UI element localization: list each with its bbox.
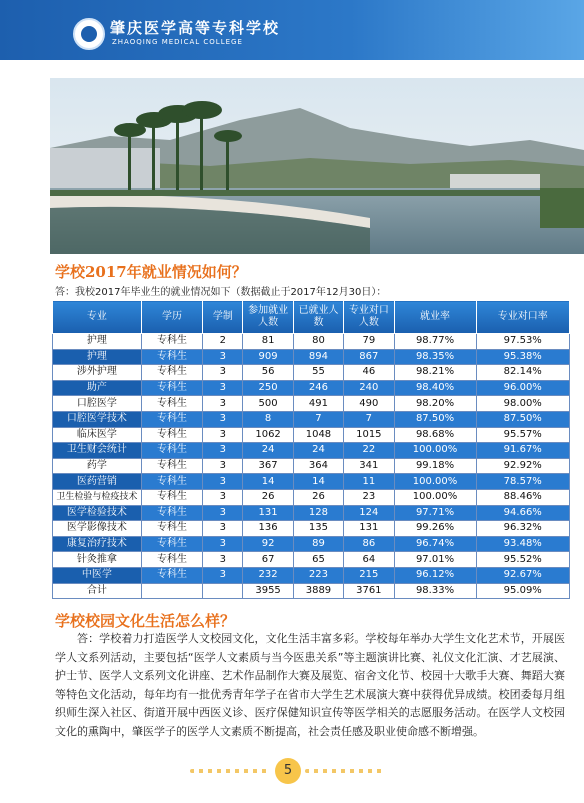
table-cell: 98.35%	[394, 349, 476, 365]
section2-paragraph: 答：学校着力打造医学人文校园文化，文化生活丰富多彩。学校每年举办大学生文化艺术节，开展医学人文系列活动，主要包括“医学人文素质与当今医患关系”等主题演讲比赛、礼仪文化汇演、才艺展演、护士节、医学人文系列文化讲座、艺术作品制作大赛及展览、宿舍文化节、校园十大歌手大赛、舞蹈大赛等特色文化活动，每年均有一批优秀青年学子在省市大学生艺术展演大赛中获得优异成绩。校团委每月组织师生深入社区、街道开展中西医义诊、医疗保健知识宣传等医学相关的志愿服务活动。在医学人文校园文化的熏陶中，肇医学子的医学人文素质不断提高，社会责任感及职业使命感不断增强。	[55, 632, 565, 738]
table-row	[53, 411, 570, 427]
table-row	[53, 443, 570, 459]
table-row	[53, 365, 570, 381]
table-cell: 135	[293, 521, 343, 537]
table-cell: 246	[293, 380, 343, 396]
table-cell: 3	[203, 396, 243, 412]
table-cell: 7	[344, 411, 394, 427]
footer-decoration-left	[190, 769, 270, 773]
table-cell: 专科生	[141, 489, 203, 505]
table-cell: 341	[344, 458, 394, 474]
table-cell: 医药营销	[53, 474, 142, 490]
table-cell: 100.00%	[394, 489, 476, 505]
table-cell: 专科生	[141, 458, 203, 474]
col-header: 参加就业人数	[243, 301, 293, 334]
table-cell: 药学	[53, 458, 142, 474]
table-cell: 95.52%	[476, 552, 570, 568]
table-cell: 护理	[53, 334, 142, 350]
table-cell: 专科生	[141, 552, 203, 568]
table-cell: 3	[203, 411, 243, 427]
table-cell: 92.92%	[476, 458, 570, 474]
table-cell: 99.26%	[394, 521, 476, 537]
table-cell: 24	[243, 443, 293, 459]
table-cell: 专科生	[141, 443, 203, 459]
table-cell: 针灸推拿	[53, 552, 142, 568]
table-cell: 医学影像技术	[53, 521, 142, 537]
table-cell: 14	[243, 474, 293, 490]
table-cell: 专科生	[141, 334, 203, 350]
table-cell: 3	[203, 505, 243, 521]
table-cell: 3889	[293, 583, 343, 599]
table-cell: 护理	[53, 349, 142, 365]
table-cell: 8	[243, 411, 293, 427]
table-cell: 88.46%	[476, 489, 570, 505]
table-cell: 3	[203, 380, 243, 396]
table-row	[53, 567, 570, 583]
table-row	[53, 458, 570, 474]
table-cell: 98.20%	[394, 396, 476, 412]
table-cell: 专科生	[141, 349, 203, 365]
col-header: 就业率	[394, 301, 476, 334]
table-cell: 98.77%	[394, 334, 476, 350]
table-cell: 250	[243, 380, 293, 396]
table-cell: 专科生	[141, 567, 203, 583]
table-cell: 96.00%	[476, 380, 570, 396]
table-cell: 专科生	[141, 365, 203, 381]
table-cell: 67	[243, 552, 293, 568]
table-row	[53, 396, 570, 412]
table-row	[53, 489, 570, 505]
section2-title: 学校校园文化生活怎么样？	[55, 612, 236, 630]
header-banner	[0, 0, 584, 60]
table-row	[53, 474, 570, 490]
table-cell: 78.57%	[476, 474, 570, 490]
table-cell: 3	[203, 489, 243, 505]
table-cell: 500	[243, 396, 293, 412]
table-cell: 215	[344, 567, 394, 583]
table-cell: 79	[344, 334, 394, 350]
table-row	[53, 427, 570, 443]
col-header: 学历	[141, 301, 203, 334]
table-body	[53, 334, 570, 599]
table-cell: 98.33%	[394, 583, 476, 599]
table-row	[53, 552, 570, 568]
table-cell: 26	[243, 489, 293, 505]
table-cell: 3	[203, 474, 243, 490]
table-cell: 3	[203, 458, 243, 474]
table-cell: 100.00%	[394, 443, 476, 459]
table-cell: 22	[344, 443, 394, 459]
table-cell: 1048	[293, 427, 343, 443]
table-cell	[141, 583, 203, 599]
table-cell	[203, 583, 243, 599]
table-row	[53, 380, 570, 396]
table-cell: 中医学	[53, 567, 142, 583]
table-cell: 98.21%	[394, 365, 476, 381]
table-cell: 14	[293, 474, 343, 490]
table-cell: 卫生检验与检疫技术	[53, 489, 142, 505]
table-cell: 87.50%	[476, 411, 570, 427]
table-cell: 91.67%	[476, 443, 570, 459]
campus-photo	[50, 78, 584, 254]
table-cell: 55	[293, 365, 343, 381]
col-header: 专业对口人数	[344, 301, 394, 334]
table-cell: 87.50%	[394, 411, 476, 427]
table-row	[53, 536, 570, 552]
table-cell: 98.40%	[394, 380, 476, 396]
table-cell: 97.53%	[476, 334, 570, 350]
table-cell: 99.18%	[394, 458, 476, 474]
table-cell: 卫生财会统计	[53, 443, 142, 459]
table-cell: 491	[293, 396, 343, 412]
table-cell: 131	[243, 505, 293, 521]
table-row	[53, 505, 570, 521]
table-cell: 364	[293, 458, 343, 474]
table-cell: 96.74%	[394, 536, 476, 552]
table-cell: 136	[243, 521, 293, 537]
school-name-en: ZHAOQING MEDICAL COLLEGE	[112, 38, 243, 46]
table-cell: 口腔医学	[53, 396, 142, 412]
table-cell: 94.66%	[476, 505, 570, 521]
table-row	[53, 521, 570, 537]
school-name-cn: 肇庆医学高等专科学校	[110, 19, 281, 37]
table-row	[53, 334, 570, 350]
table-cell: 92	[243, 536, 293, 552]
table-cell: 口腔医学技术	[53, 411, 142, 427]
table-cell: 23	[344, 489, 394, 505]
table-cell: 232	[243, 567, 293, 583]
table-cell: 97.01%	[394, 552, 476, 568]
table-cell: 128	[293, 505, 343, 521]
col-header: 学制	[203, 301, 243, 334]
table-cell: 894	[293, 349, 343, 365]
table-cell: 98.68%	[394, 427, 476, 443]
table-cell: 1015	[344, 427, 394, 443]
table-cell: 合计	[53, 583, 142, 599]
table-cell: 2	[203, 334, 243, 350]
table-cell: 1062	[243, 427, 293, 443]
table-cell: 专科生	[141, 427, 203, 443]
table-total-row	[53, 583, 570, 599]
table-cell: 涉外护理	[53, 365, 142, 381]
table-cell: 专科生	[141, 411, 203, 427]
table-cell: 96.12%	[394, 567, 476, 583]
table-cell: 95.09%	[476, 583, 570, 599]
table-cell: 98.00%	[476, 396, 570, 412]
table-cell: 490	[344, 396, 394, 412]
table-cell: 3	[203, 349, 243, 365]
table-cell: 240	[344, 380, 394, 396]
table-cell: 专科生	[141, 521, 203, 537]
table-cell: 3	[203, 521, 243, 537]
section1-answer: 答：我校2017年毕业生的就业情况如下（数据截止于2017年12月30日）：	[55, 287, 387, 298]
table-cell: 专科生	[141, 396, 203, 412]
table-cell: 助产	[53, 380, 142, 396]
table-cell: 95.57%	[476, 427, 570, 443]
table-cell: 3	[203, 567, 243, 583]
col-header: 已就业人数	[293, 301, 343, 334]
table-cell: 909	[243, 349, 293, 365]
table-cell: 92.67%	[476, 567, 570, 583]
table-cell: 26	[293, 489, 343, 505]
table-cell: 81	[243, 334, 293, 350]
table-cell: 康复治疗技术	[53, 536, 142, 552]
table-cell: 3	[203, 427, 243, 443]
table-cell: 82.14%	[476, 365, 570, 381]
table-cell: 专科生	[141, 380, 203, 396]
table-cell: 24	[293, 443, 343, 459]
table-cell: 131	[344, 521, 394, 537]
table-cell: 93.48%	[476, 536, 570, 552]
table-cell: 56	[243, 365, 293, 381]
table-cell: 46	[344, 365, 394, 381]
table-cell: 专科生	[141, 474, 203, 490]
table-cell: 867	[344, 349, 394, 365]
table-cell: 3	[203, 552, 243, 568]
table-header-row	[53, 301, 570, 334]
table-cell: 367	[243, 458, 293, 474]
table-cell: 11	[344, 474, 394, 490]
table-cell: 97.71%	[394, 505, 476, 521]
employment-table	[52, 300, 570, 599]
page-number: 5	[275, 758, 301, 784]
section1-title: 学校2017年就业情况如何？	[55, 263, 247, 281]
table-cell: 100.00%	[394, 474, 476, 490]
table-cell: 80	[293, 334, 343, 350]
footer-decoration-right	[305, 769, 385, 773]
table-cell: 3	[203, 443, 243, 459]
table-cell: 3	[203, 365, 243, 381]
table-cell: 3955	[243, 583, 293, 599]
table-cell: 223	[293, 567, 343, 583]
table-cell: 临床医学	[53, 427, 142, 443]
table-cell: 65	[293, 552, 343, 568]
table-cell: 124	[344, 505, 394, 521]
table-cell: 89	[293, 536, 343, 552]
table-cell: 95.38%	[476, 349, 570, 365]
table-cell: 86	[344, 536, 394, 552]
table-cell: 专科生	[141, 505, 203, 521]
col-header: 专业对口率	[476, 301, 570, 334]
table-row	[53, 349, 570, 365]
school-logo-icon	[73, 18, 105, 50]
table-cell: 3	[203, 536, 243, 552]
table-cell: 3761	[344, 583, 394, 599]
table-cell: 专科生	[141, 536, 203, 552]
table-cell: 64	[344, 552, 394, 568]
col-header: 专业	[53, 301, 142, 334]
table-cell: 96.32%	[476, 521, 570, 537]
table-cell: 医学检验技术	[53, 505, 142, 521]
table-cell: 7	[293, 411, 343, 427]
